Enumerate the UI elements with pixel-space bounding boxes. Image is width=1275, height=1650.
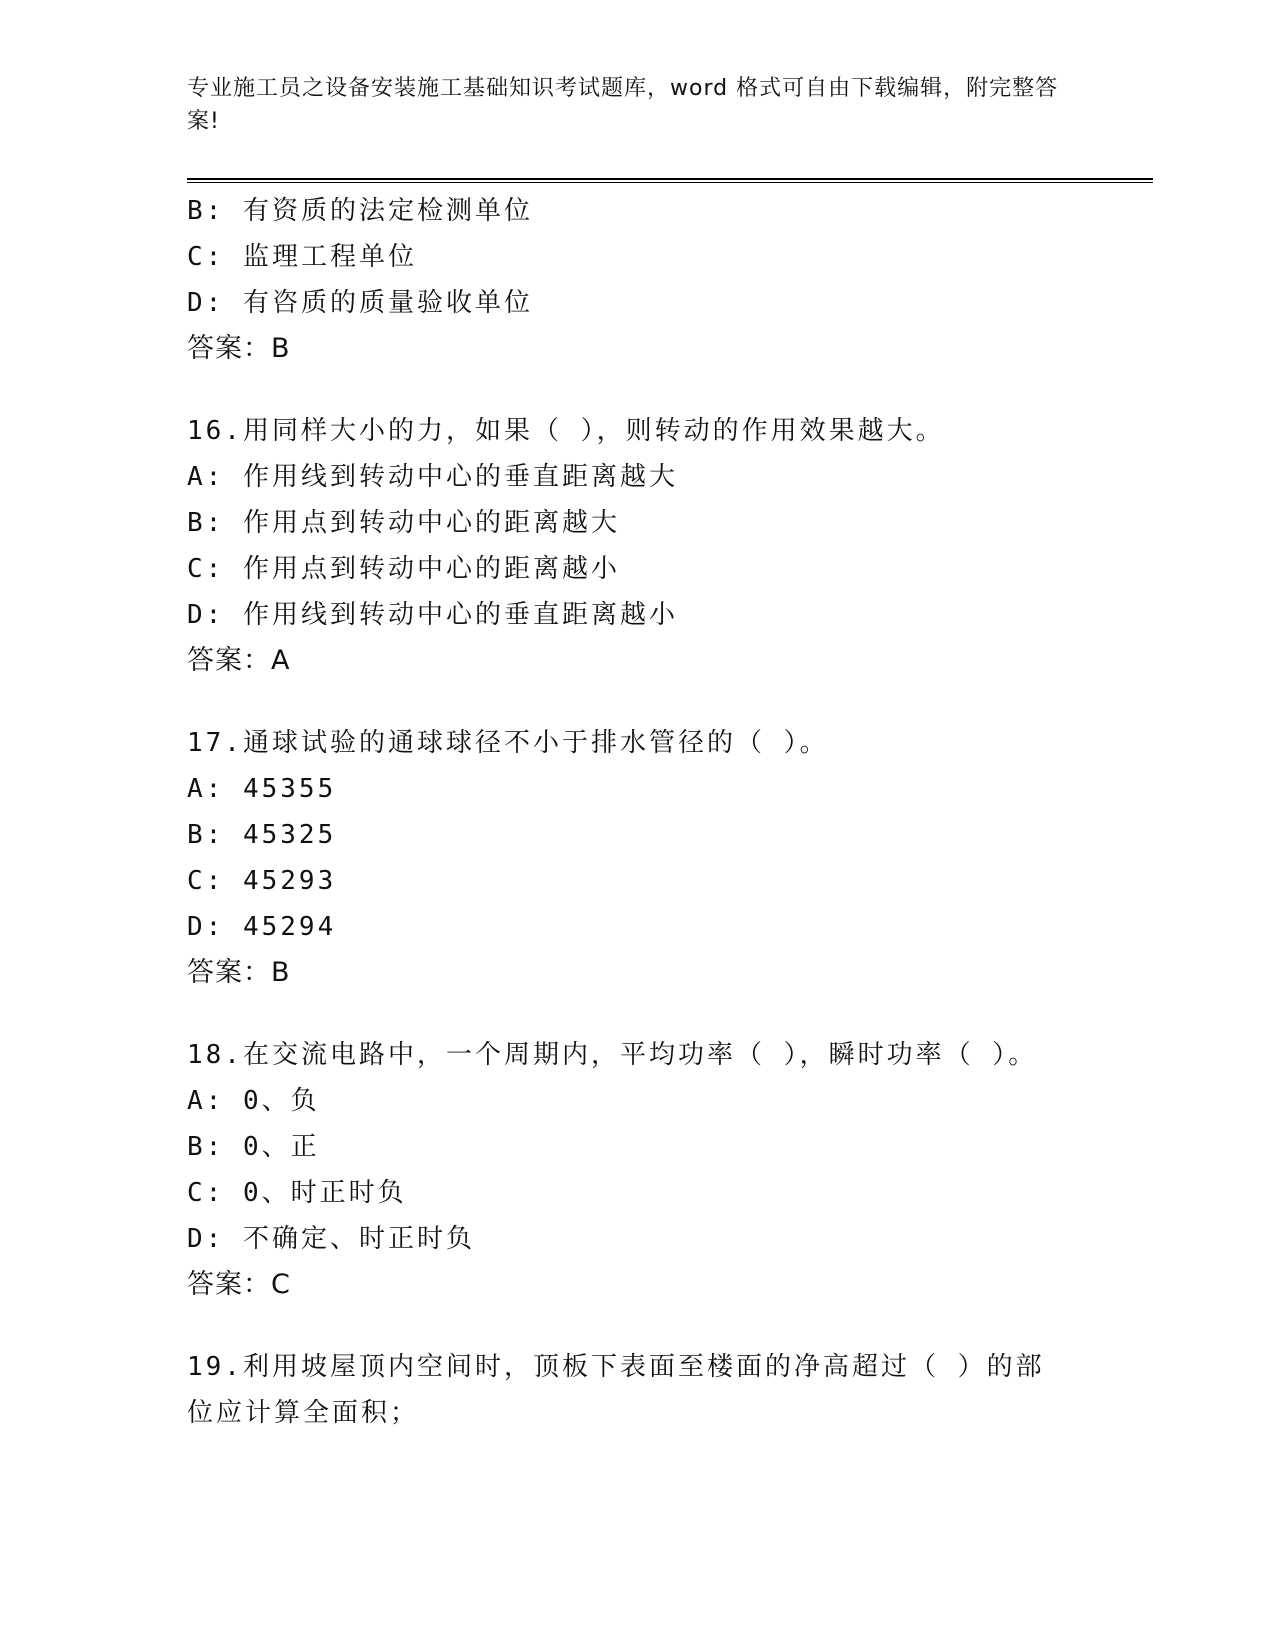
answer-line: 答案：B [187,957,291,988]
question-stem: 19.利用坡屋顶内空间时，顶板下表面至楼面的净高超过（ ）的部位应计算全面积； [187,1352,1045,1428]
question-16 [187,408,1087,684]
option-b: B: 作用点到转动中心的距离越大 [187,508,620,538]
spacer [187,684,1087,720]
option-d: D: 作用线到转动中心的垂直距离越小 [187,600,678,630]
spacer [187,996,1087,1032]
answer-line: 答案：C [187,1269,291,1300]
option-b: B: 0、正 [187,1132,320,1162]
answer-line: 答案：B [187,333,291,364]
option-a: A: 45355 [187,774,337,804]
header-divider-thin [187,182,1153,183]
answer-line: 答案：A [187,645,291,676]
option-c: C: 监理工程单位 [187,242,417,272]
spacer [187,372,1087,408]
header-divider-thick [187,178,1153,180]
option-c: C: 作用点到转动中心的距离越小 [187,554,620,584]
question-stem: 17.通球试验的通球球径不小于排水管径的（ ）。 [187,728,829,758]
question-18 [187,1032,1087,1308]
option-a: A: 作用线到转动中心的垂直距离越大 [187,462,678,492]
option-d: D: 有咨质的质量验收单位 [187,288,533,318]
question-stem: 18.在交流电路中，一个周期内，平均功率（ ），瞬时功率（ ）。 [187,1040,1038,1070]
question-19 [187,1344,1087,1436]
option-d: D: 不确定、时正时负 [187,1224,475,1254]
option-c: C: 45293 [187,866,337,896]
question-list [187,188,1087,1436]
option-d: D: 45294 [187,912,337,942]
option-a: A: 0、负 [187,1086,320,1116]
option-b: B: 有资质的法定检测单位 [187,196,533,226]
document-header: 专业施工员之设备安装施工基础知识考试题库，word 格式可自由下载编辑，附完整答案! [187,76,1059,134]
question-15-continued [187,188,1087,372]
option-b: B: 45325 [187,820,337,850]
question-17 [187,720,1087,996]
spacer [187,1308,1087,1344]
question-stem: 16.用同样大小的力，如果（ ），则转动的作用效果越大。 [187,416,945,446]
option-c: C: 0、时正时负 [187,1178,407,1208]
